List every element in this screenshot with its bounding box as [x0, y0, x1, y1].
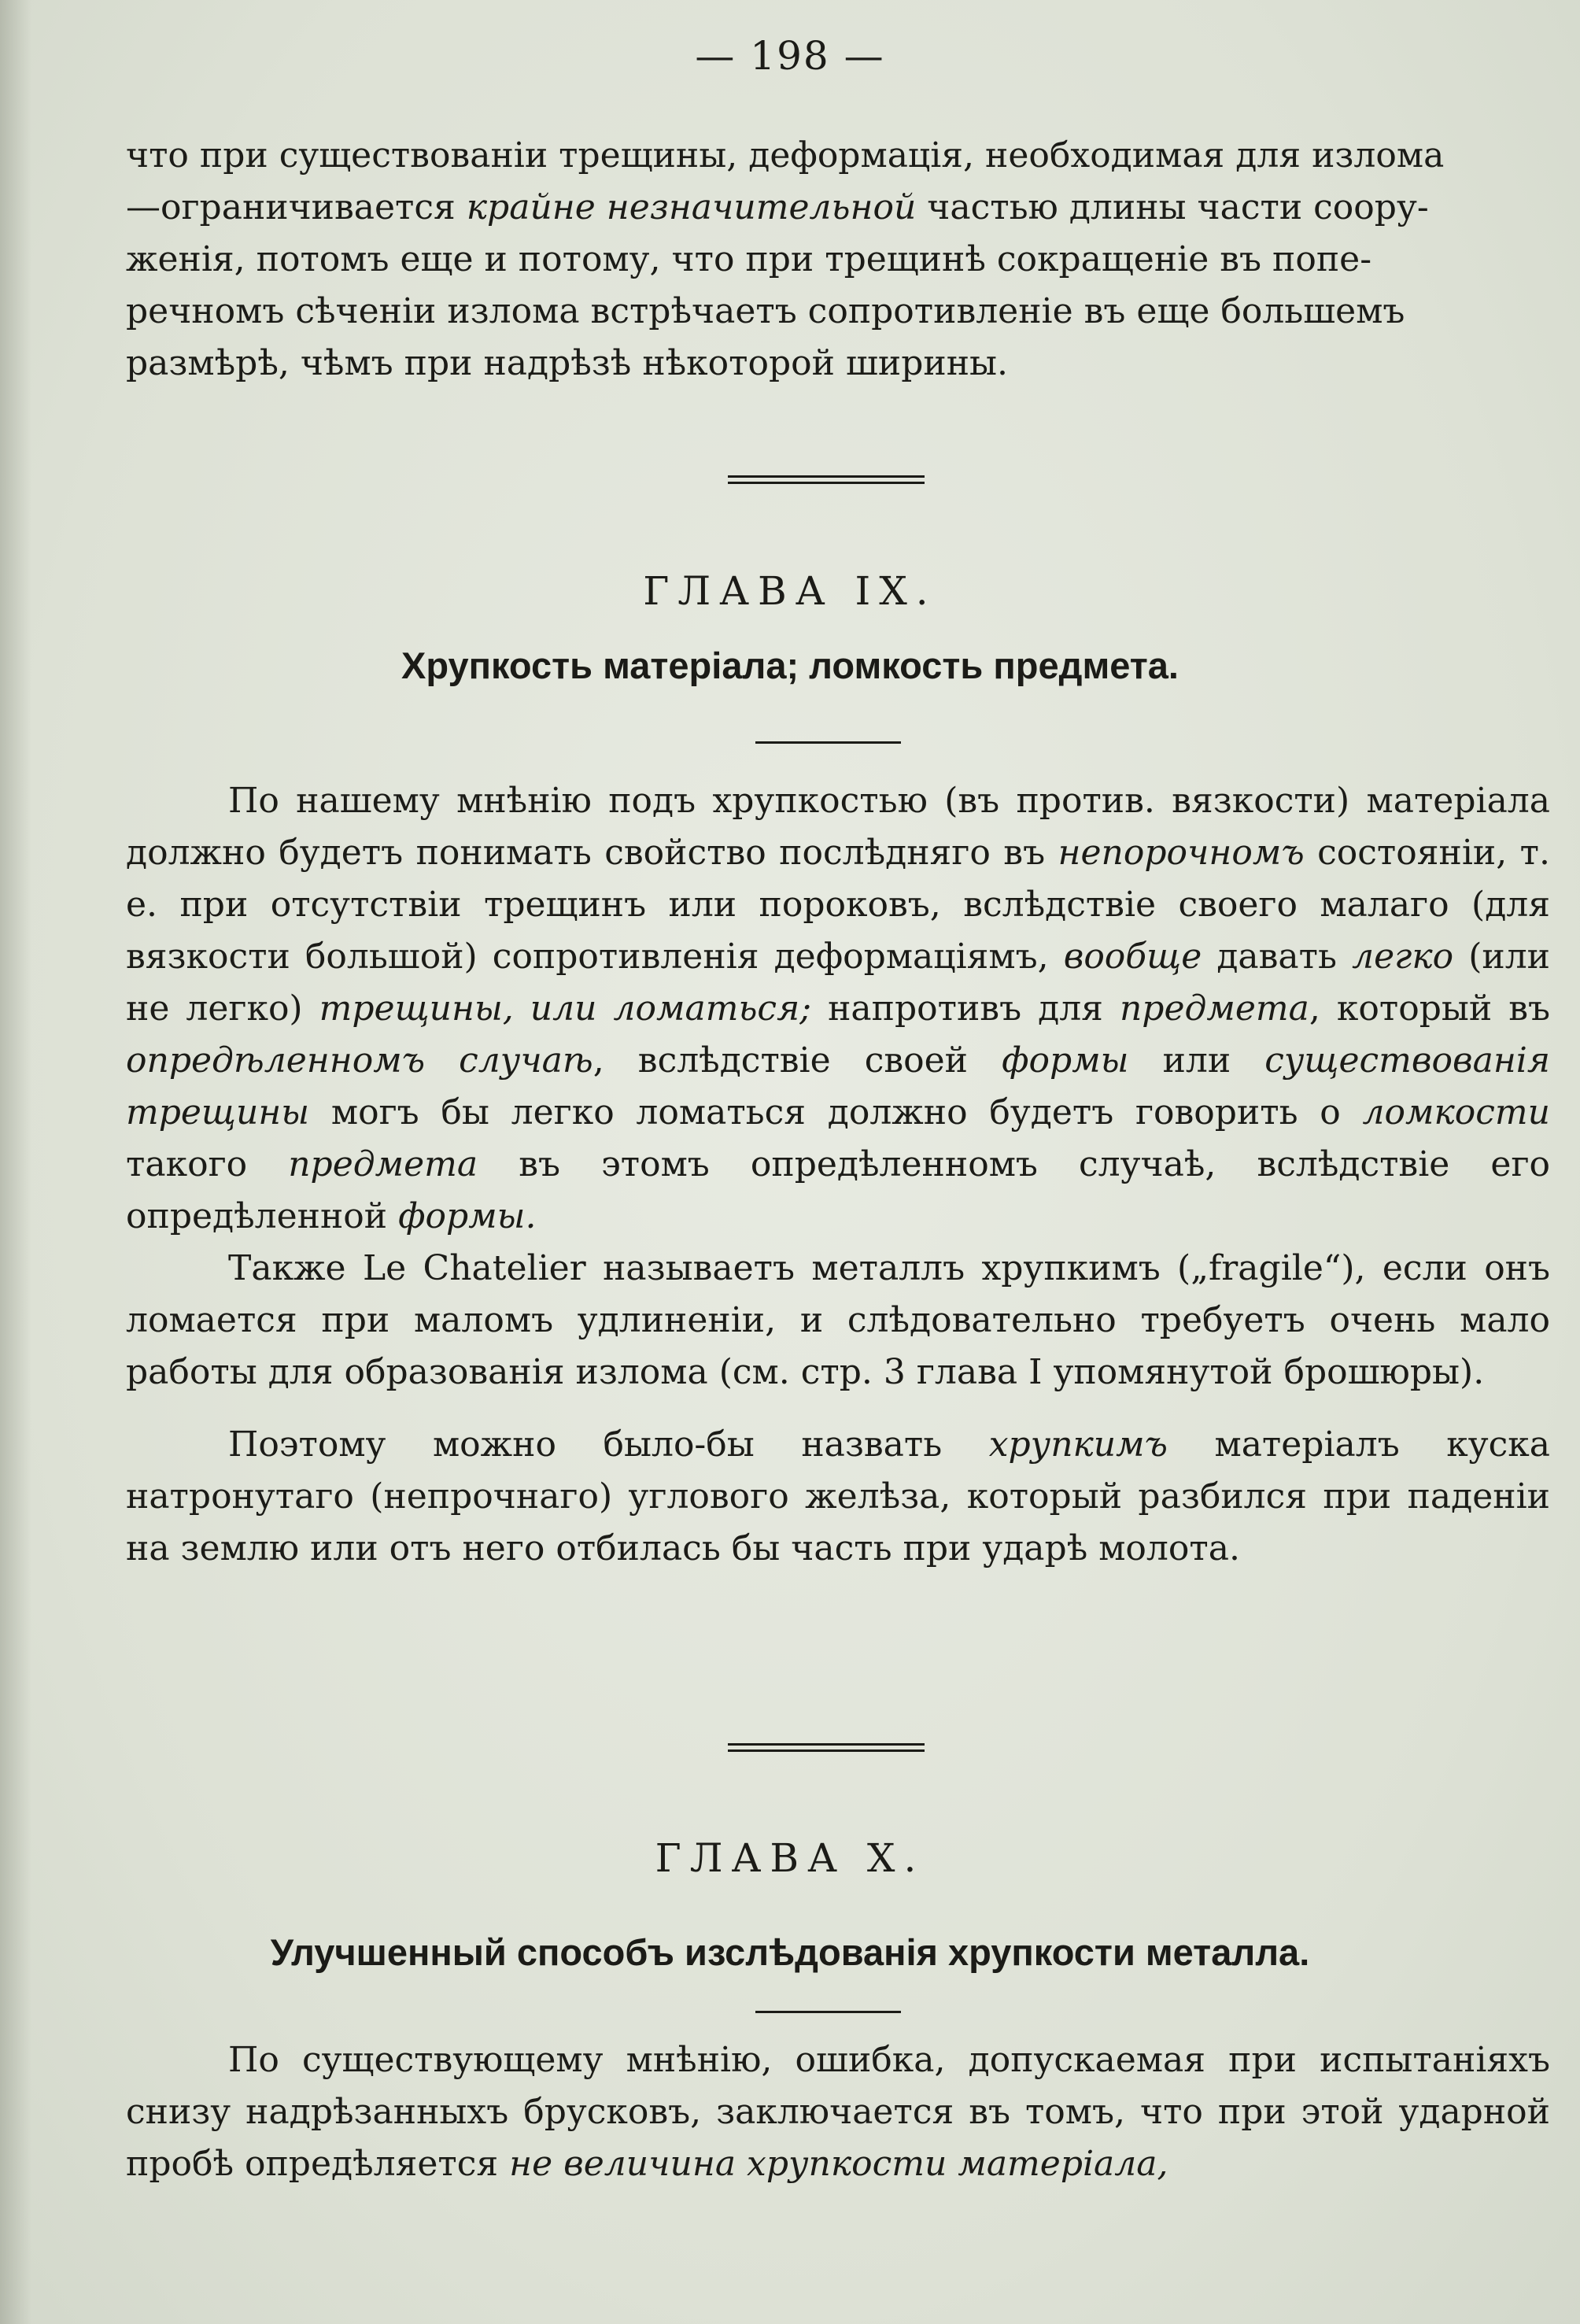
- title-underline-rule: [755, 2011, 901, 2013]
- continuation-line-1: что при существованіи трещины, деформація, необходимая для излома: [126, 135, 1445, 176]
- chapter-9-label: ГЛАВА IX.: [643, 568, 937, 614]
- page-number: — 198 —: [695, 33, 885, 79]
- chapter-10-body: [126, 2034, 1550, 2190]
- chapter-10-paragraph-1: По существующему мнѣнію, ошибка, допускаемая при испытаніяхъ снизу надрѣзанныхъ брусковъ, заключается въ томъ, что при этой ударной пробѣ опредѣляется не величина хрупкости матеріала,: [126, 2040, 1550, 2184]
- chapter-9-paragraph-1: По нашему мнѣнію подъ хрупкостью (въ против. вязкости) матеріала должно будетъ понимать свойство послѣдняго въ непорочномъ состояніи, т. е. при отсутствіи трещинъ или пороковъ, вслѣдствіе своего малаго (для вязкости большой) сопротивленія деформаціямъ, вообще давать легко (или не легко) трещины, или ломаться; напротивъ для предмета, который въ опредѣленномъ случаѣ, вслѣдствіе своей формы или существованія трещины могъ бы легко ломаться должно будетъ говорить о ломкости такого предмета въ этомъ опредѣленномъ случаѣ, вслѣдствіе его опредѣленной формы.: [126, 781, 1551, 1236]
- chapter-9-paragraph-3: Поэтому можно было-бы назвать хрупкимъ матеріалъ куска натронутаго (непрочнаго) углового желѣза, который разбился при паденіи на землю или отъ него отбилась бы часть при ударѣ молота.: [126, 1424, 1550, 1568]
- page-edge-shadow: [0, 0, 31, 2324]
- chapter-10-title: Улучшенный способъ изслѣдованія хрупкости металла.: [270, 1931, 1310, 1973]
- chapter-10-label: ГЛАВА X.: [655, 1835, 925, 1881]
- chapter-9-title: Хрупкость матеріала; ломкость предмета.: [401, 645, 1179, 686]
- emphasis-text: крайне незначительной: [466, 187, 917, 227]
- chapter-9-body: [126, 775, 1550, 1575]
- continuation-line-5: размѣрѣ, чѣмъ при надрѣзѣ нѣкоторой ширины.: [126, 343, 1009, 383]
- continuation-paragraph: [126, 130, 1550, 390]
- continuation-line-4: речномъ сѣченіи излома встрѣчаетъ сопротивленіе въ еще большемъ: [126, 291, 1405, 331]
- chapter-9-paragraph-2: Также Le Chatelier называетъ металлъ хрупкимъ („fragile“), если онъ ломается при маломъ удлиненіи, и слѣдовательно требуетъ очень мало работы для образованія излома (см. стр. 3 глава I упомянутой брошюры).: [126, 1248, 1550, 1392]
- section-divider-double: [728, 475, 925, 484]
- continuation-line-2: —ограничивается крайне незначительной частью длины части соору-: [126, 187, 1429, 227]
- title-underline-rule: [755, 741, 901, 744]
- section-divider-double: [728, 1743, 925, 1752]
- continuation-line-3: женія, потомъ еще и потому, что при трещинѣ сокращеніе въ попе-: [126, 239, 1372, 279]
